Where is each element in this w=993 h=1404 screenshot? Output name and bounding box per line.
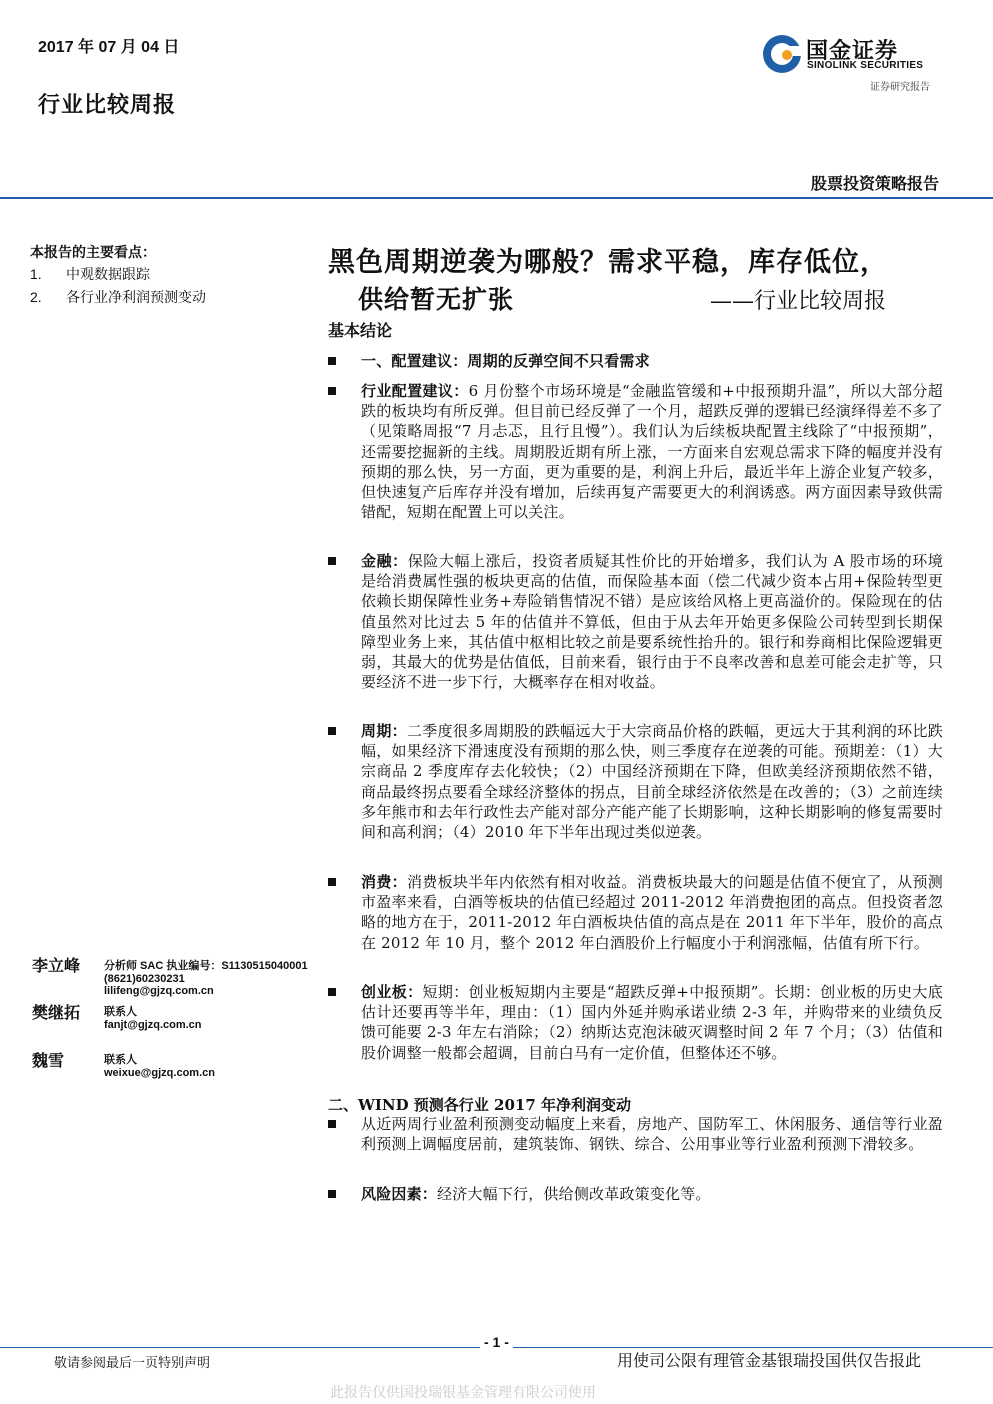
bullet-label: 风险因素：	[361, 1185, 438, 1203]
section-heading-wind: 二、WIND 预测各行业 2017 年净利润变动	[328, 1096, 631, 1114]
summary-item	[30, 287, 206, 307]
analyst-info	[104, 1054, 215, 1079]
bullet-label: 行业配置建议：	[361, 382, 469, 400]
summary-heading: 本报告的主要看点：	[30, 245, 156, 261]
logo-chinese-name: 国金证券	[806, 38, 899, 63]
summary-item-text: 中观数据跟踪	[66, 267, 150, 283]
analyst-phone: (8621)60230231	[104, 972, 185, 985]
report-category: 股票投资策略报告	[810, 174, 939, 193]
bullet-label: 金融：	[361, 552, 408, 570]
footer-disclaimer: 敬请参阅最后一页特别声明	[54, 1356, 211, 1371]
analyst-info	[104, 1006, 202, 1031]
bullet-paragraph	[361, 1184, 943, 1204]
analyst-name: 李立峰	[32, 956, 81, 975]
bullet-paragraph	[361, 982, 943, 1063]
report-type: 行业比较周报	[38, 92, 177, 118]
header-divider	[0, 197, 993, 199]
bullet-text: 从近两周行业盈利预测变动幅度上来看，房地产、国防军工、休闲服务、通信等行业盈利预测上调幅度居前，建筑装饰、钢铁、综合、公用事业等行业盈利预测下滑较多。	[361, 1115, 943, 1154]
section-heading-basic: 基本结论	[328, 321, 393, 340]
summary-item-number: 2.	[30, 289, 42, 305]
logo-english-name: SINOLINK SECURITIES	[807, 60, 924, 71]
watermark: 此报告仅供国投瑞银基金管理有限公司使用	[330, 1385, 596, 1401]
bullet-paragraph	[361, 381, 943, 522]
analyst-email[interactable]: lilifeng@gjzq.com.cn	[104, 985, 214, 997]
bullet-text: 经济大幅下行，供给侧改革政策变化等。	[437, 1185, 711, 1203]
analyst-email[interactable]: fanjt@gjzq.com.cn	[104, 1018, 202, 1031]
bullet-icon	[328, 557, 336, 565]
bullet-icon	[328, 878, 336, 886]
analyst-name: 魏雪	[32, 1051, 65, 1070]
analyst-role: 分析师 SAC 执业编号：S1130515040001	[104, 960, 308, 972]
report-title-line2: 供给暂无扩张	[358, 285, 515, 314]
bullet-paragraph	[361, 551, 943, 692]
bullet-text: 消费板块半年内依然有相对收益。消费板块最大的问题是估值不便宜了，从预测市盈率来看，白酒等板块的估值已经超过 2011-2012 年消费抱团的高点。但投资者忽略的地方在于，2011-2012 年白酒板块估值的高点是在 2011 年下半年，股价的高点在 2012 年 10 月，整个 2012 年白酒股价上行幅度小于利润涨幅，估值有所下行。	[361, 873, 943, 952]
bullet-text: 二季度很多周期股的跌幅远大于大宗商品价格的跌幅，更远大于其利润的环比跌幅，如果经济下滑速度没有预期的那么快，则三季度存在逆袭的可能。预期差：（1）大宗商品 2 季度库存去化较快；（2）中国经济预期在下降，但欧美经济预期依然不错，商品最终拐点要看全球经济整体的拐点，目前全球经济依然是在改善的；（3）之前连续多年熊市和去年行政性去产能对部分产能产能了长期影响，这种长期影响的修复需要时间和高利润；（4）2010 年下半年出现过类似逆袭。	[361, 722, 943, 842]
bullet-icon	[328, 727, 336, 735]
bullet-icon	[328, 1120, 336, 1128]
analyst-info	[104, 960, 308, 998]
analyst-role: 联系人	[104, 1006, 137, 1018]
analyst-email[interactable]: weixue@gjzq.com.cn	[104, 1066, 215, 1079]
bullet-heading: 一、配置建议：周期的反弹空间不只看需求	[361, 352, 650, 370]
bullet-paragraph	[361, 721, 943, 842]
analyst-name: 樊继拓	[32, 1003, 81, 1022]
bullet-icon	[328, 988, 336, 996]
bullet-paragraph	[361, 1114, 943, 1154]
bullet-icon	[328, 387, 336, 395]
summary-item-text: 各行业净利润预测变动	[66, 290, 206, 306]
footer-usage-note: 用使司公限有理管金基银瑞投国供仅告报此	[617, 1351, 922, 1370]
bullet-label: 周期：	[361, 722, 407, 740]
bullet-text: 保险大幅上涨后，投资者质疑其性价比的开始增多，我们认为 A 股市场的环境是给消费属性强的板块更高的估值，而保险基本面（偿二代减少资本占用+保险转型更依赖长期保障性业务+寿险销售情况不错）是应该给风格上更高溢价的。保险现在的估值虽然对比过去 5 年的估值并不算低，但由于从去年开始更多保险公司转型到长期保障型业务上来，其估值中枢相比较之前是要系统性抬升的。银行和券商相比保险逻辑更弱，其最大的优势是估值低，目前来看，银行由于不良率改善和息差可能会走扩等，只要经济不进一步下行，大概率存在相对收益。	[361, 552, 943, 692]
report-title-suffix: ——行业比较周报	[710, 289, 887, 314]
page-number: - 1 -	[480, 1334, 513, 1350]
summary-item-number: 1.	[30, 266, 42, 282]
bullet-icon	[328, 357, 336, 365]
bullet-label: 创业板：	[361, 983, 423, 1001]
summary-item	[30, 264, 150, 284]
bullet-label: 消费：	[361, 873, 407, 891]
bullet-text: 短期：创业板短期内主要是“超跌反弹+中报预期”。长期：创业板的历史大底估计还要再等半年，理由：（1）国内外延并购承诺业绩 2-3 年，并购带来的业绩负反馈可能要 2-3 年左右消除；（2）纳斯达克泡沫破灭调整时间 2 年 7 个月；（3）估值和股价调整一般都会超调，目前白马有一定价值，但整体还不够。	[361, 983, 943, 1062]
report-date: 2017 年 07 月 04 日	[38, 39, 180, 56]
logo-subtitle: 证券研究报告	[870, 82, 930, 93]
report-title-line1: 黑色周期逆袭为哪般？需求平稳，库存低位，	[328, 247, 888, 278]
bullet-icon	[328, 1190, 336, 1198]
bullet-paragraph	[361, 351, 943, 371]
bullet-text: 6 月份整个市场环境是“金融监管缓和+中报预期升温”，所以大部分超跌的板块均有所反弹。但目前已经反弹了一个月，超跌反弹的逻辑已经演绎得差不多了（见策略周报“7 月忐忑，且行且慢”）。我们认为后续板块配置主线除了“中报预期”，还需要挖掘新的主线。周期股近期有所上涨，一方面来自宏观总需求下降的幅度并没有预期的那么快，另一方面，更为重要的是，利润上升后，最近半年上游企业复产较多，但快速复产后库存并没有增加，后续再复产需要更大的利润诱惑。两方面因素导致供需错配，短期在配置上可以关注。	[361, 382, 943, 522]
analyst-role: 联系人	[104, 1054, 137, 1066]
bullet-paragraph	[361, 872, 943, 953]
